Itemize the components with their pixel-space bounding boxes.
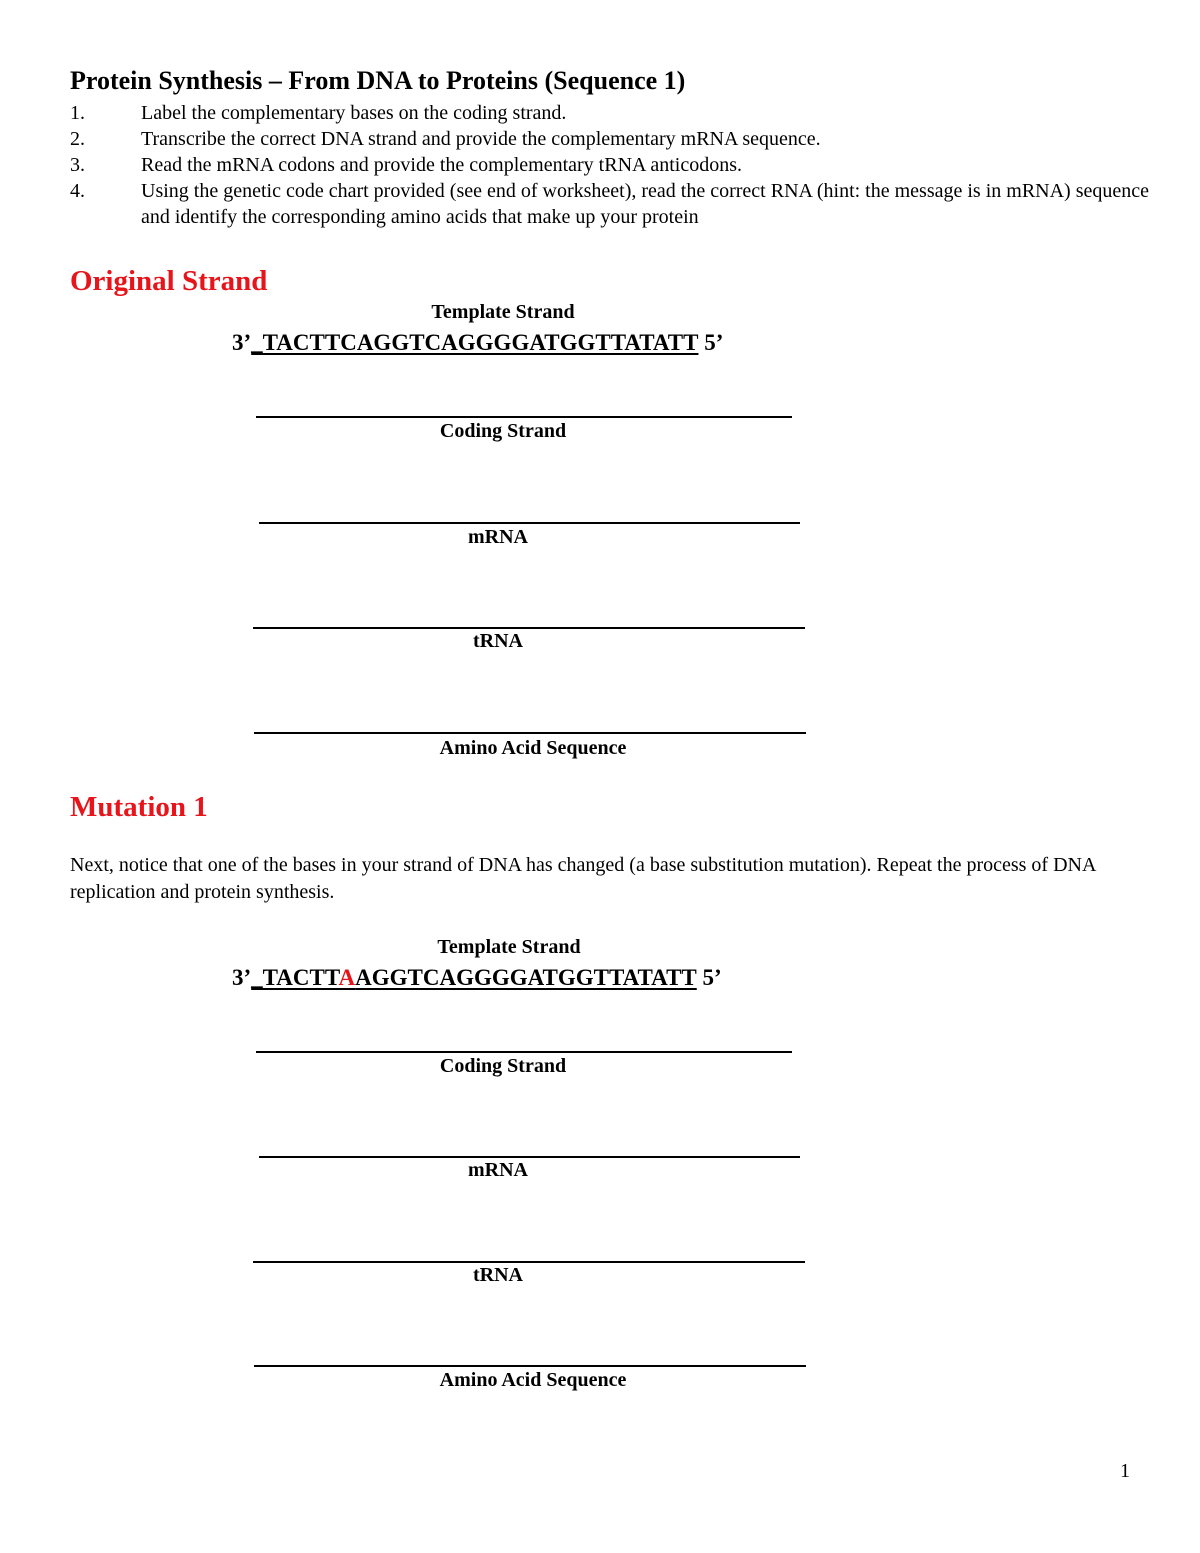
mutation-description: Next, notice that one of the bases in your strand of DNA has changed (a base substitution mutation). Repeat the process of DNA replication and protein synthesis. bbox=[70, 854, 1096, 903]
coding-strand-label: Coding Strand bbox=[439, 420, 567, 442]
mutation-template-label: Template Strand bbox=[437, 936, 581, 958]
instruction-list bbox=[70, 100, 1150, 230]
instruction-number: 4. bbox=[70, 180, 85, 202]
page-title: Protein Synthesis – From DNA to Proteins (Sequence 1) bbox=[70, 66, 686, 95]
instruction-text: Read the mRNA codons and provide the complementary tRNA anticodons. bbox=[141, 154, 742, 176]
amino-acid-label: Amino Acid Sequence bbox=[439, 1369, 627, 1391]
instruction-text: Label the complementary bases on the coding strand. bbox=[141, 102, 567, 124]
five-prime-label: 5’ bbox=[704, 330, 724, 355]
three-prime-label: 3’ bbox=[232, 330, 252, 355]
mutated-base: A bbox=[338, 965, 356, 990]
page-number: 1 bbox=[1120, 1460, 1130, 1482]
instruction-number: 3. bbox=[70, 154, 85, 176]
trna-label: tRNA bbox=[473, 630, 523, 652]
instruction-item bbox=[70, 100, 1150, 126]
amino-acid-answer-line[interactable] bbox=[254, 732, 806, 734]
instruction-item bbox=[70, 178, 1150, 230]
three-prime-label: 3’ bbox=[232, 965, 252, 990]
template-sequence bbox=[251, 965, 697, 990]
five-prime-label: 5’ bbox=[702, 965, 722, 990]
amino-acid-label: Amino Acid Sequence bbox=[439, 737, 627, 759]
original-strand-heading: Original Strand bbox=[70, 265, 268, 297]
original-template-label: Template Strand bbox=[431, 301, 575, 323]
template-sequence: _TACTTCAGGTCAGGGGATGGTTATATT bbox=[251, 330, 699, 355]
original-template-strand bbox=[232, 328, 723, 358]
mrna-label: mRNA bbox=[468, 1159, 528, 1181]
instruction-item bbox=[70, 152, 1150, 178]
sequence-part: _TACTT bbox=[251, 965, 339, 990]
instruction-number: 1. bbox=[70, 102, 85, 124]
mrna-label: mRNA bbox=[468, 526, 528, 548]
sequence-part: AGGTCAGGGGATGGTTATATT bbox=[355, 965, 697, 990]
mutation-template-strand bbox=[232, 963, 722, 993]
instruction-text: Using the genetic code chart provided (see end of worksheet), read the correct RNA (hint: the message is in mRNA) sequence and identify the corresponding amino acids that make up your protein bbox=[141, 180, 1149, 228]
instruction-text: Transcribe the correct DNA strand and provide the complementary mRNA sequence. bbox=[141, 128, 821, 150]
trna-label: tRNA bbox=[473, 1264, 523, 1286]
mutation-1-heading: Mutation 1 bbox=[70, 791, 208, 823]
instruction-number: 2. bbox=[70, 128, 85, 150]
instruction-item bbox=[70, 126, 1150, 152]
coding-strand-label: Coding Strand bbox=[439, 1055, 567, 1077]
